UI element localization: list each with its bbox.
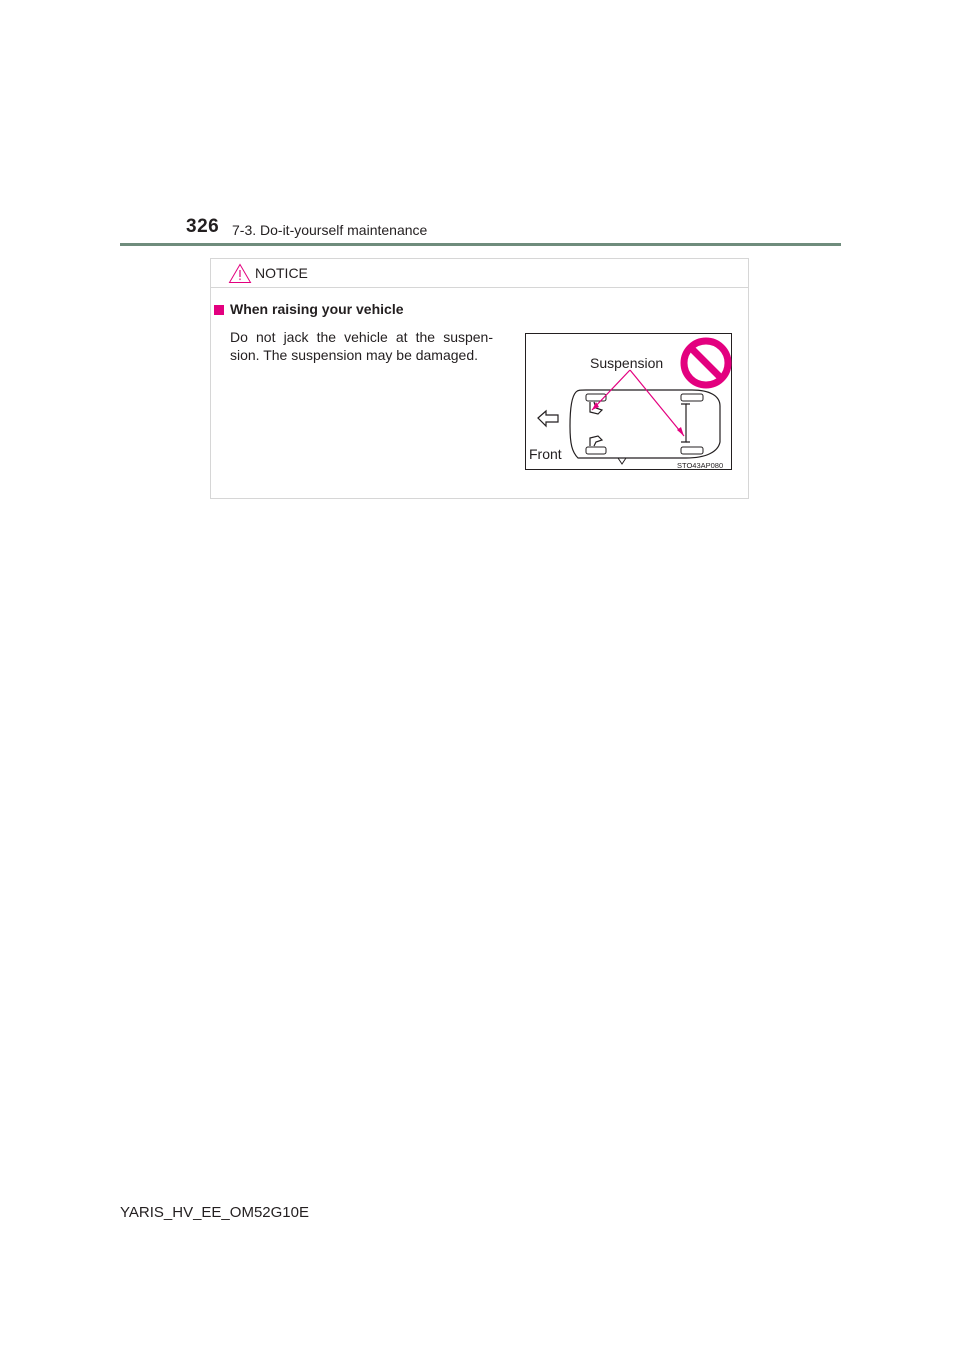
notice-text: Do not jack the vehicle at the suspen-sion. The suspension may be damaged. bbox=[230, 329, 493, 363]
label-front: Front bbox=[529, 446, 562, 462]
bullet-square-icon bbox=[214, 305, 224, 315]
suspension-figure bbox=[525, 333, 732, 470]
notice-heading: When raising your vehicle bbox=[230, 301, 404, 317]
document-code: YARIS_HV_EE_OM52G10E bbox=[120, 1204, 309, 1221]
section-title: 7-3. Do-it-yourself maintenance bbox=[232, 222, 428, 238]
header-rule bbox=[120, 243, 841, 246]
figure-code: STO43AP080 bbox=[677, 461, 724, 470]
notice-box bbox=[210, 258, 749, 499]
notice-header bbox=[211, 259, 748, 288]
page-number: 326 bbox=[186, 216, 220, 237]
label-suspension: Suspension bbox=[590, 355, 664, 371]
warning-triangle-icon bbox=[228, 263, 252, 284]
notice-label: NOTICE bbox=[255, 265, 308, 281]
